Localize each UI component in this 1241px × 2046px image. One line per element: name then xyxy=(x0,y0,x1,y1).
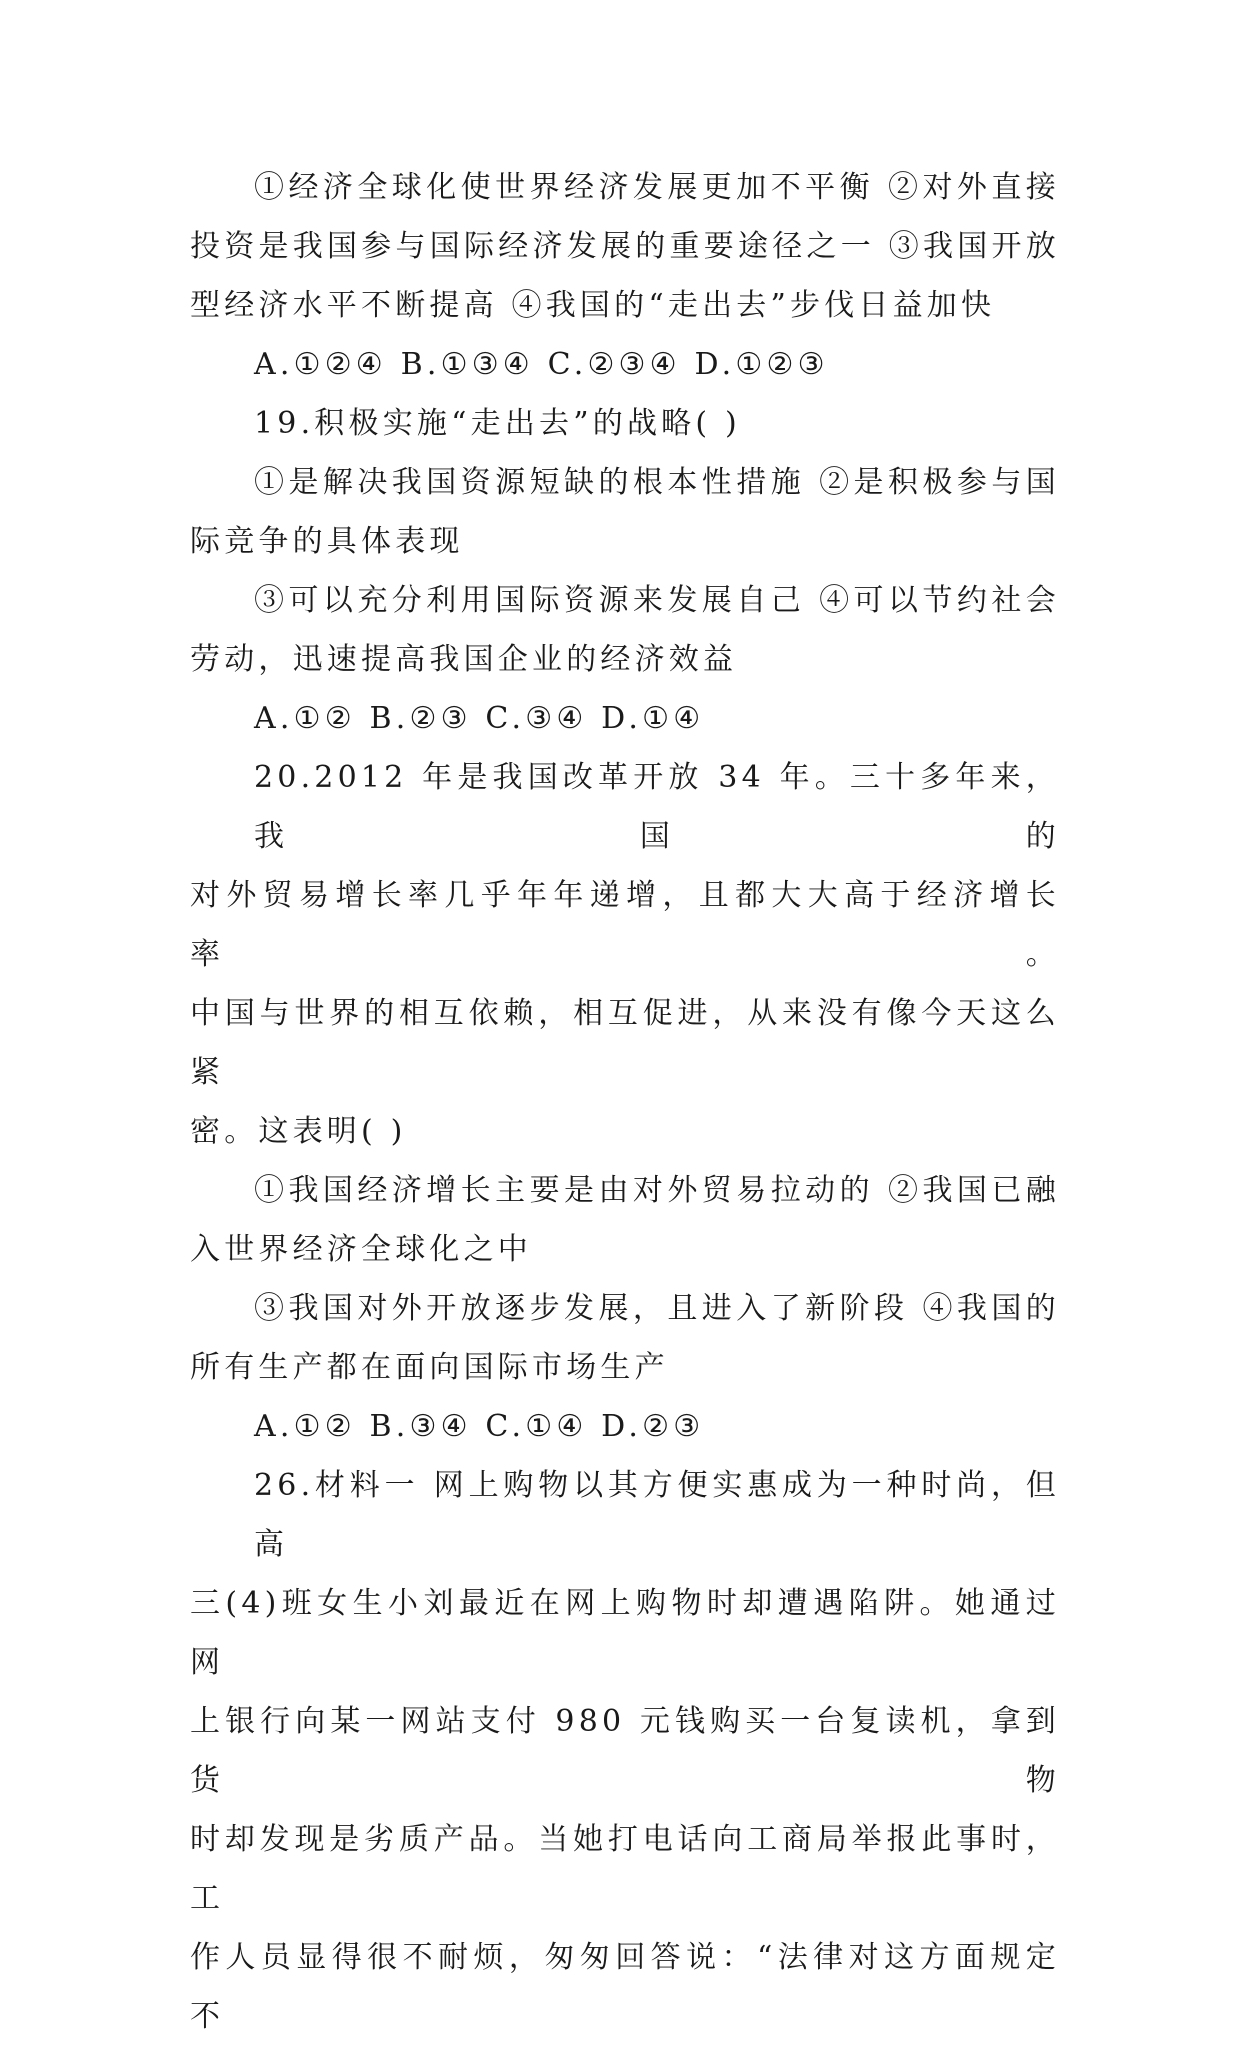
text-line: 投资是我国参与国际经济发展的重要途径之一 ③我国开放 xyxy=(190,229,1060,264)
text-line: 19.积极实施“走出去”的战略( ) xyxy=(254,406,741,441)
text-line: 际竞争的具体表现 xyxy=(190,524,464,559)
text-line: 所有生产都在面向国际市场生产 xyxy=(190,1350,669,1385)
text-line: 型经济水平不断提高 ④我国的“走出去”步伐日益加快 xyxy=(190,288,996,323)
text-line: A.①②④ B.①③④ C.②③④ D.①②③ xyxy=(254,347,829,382)
text-line: 上银行向某一网站支付 980 元钱购买一台复读机，拿到货物 xyxy=(190,1704,1060,1798)
paragraph-q20-stem xyxy=(190,748,1060,1161)
document-page xyxy=(190,158,1060,2046)
paragraph-q18-options xyxy=(190,158,1060,335)
text-line: 密。这表明( ) xyxy=(190,1114,407,1149)
text-line: 作人员显得很不耐烦，匆匆回答说：“法律对这方面规定不 xyxy=(190,1940,1060,2034)
paragraph-q19-option-1-2 xyxy=(190,453,1060,571)
text-line: A.①② B.③④ C.①④ D.②③ xyxy=(254,1409,705,1444)
text-line: 中国与世界的相互依赖，相互促进，从来没有像今天这么紧 xyxy=(190,996,1060,1090)
text-line: A.①② B.②③ C.③④ D.①④ xyxy=(254,701,705,736)
paragraph-q20-option-3-4 xyxy=(190,1279,1060,1397)
text-line: 入世界经济全球化之中 xyxy=(190,1232,532,1267)
text-line: 26.材料一 网上购物以其方便实惠成为一种时尚，但高 xyxy=(254,1468,1060,1562)
paragraph-q20-option-1-2 xyxy=(190,1161,1060,1279)
paragraph-q19-answers xyxy=(190,689,1060,748)
text-line: 时却发现是劣质产品。当她打电话向工商局举报此事时，工 xyxy=(190,1822,1060,1916)
text-line: ①我国经济增长主要是由对外贸易拉动的 ②我国已融 xyxy=(254,1173,1060,1208)
paragraph-q20-answers xyxy=(190,1397,1060,1456)
paragraph-q19-option-3-4 xyxy=(190,571,1060,689)
text-line: 三(4)班女生小刘最近在网上购物时却遭遇陷阱。她通过网 xyxy=(190,1586,1060,1680)
text-line: 对外贸易增长率几乎年年递增，且都大大高于经济增长率。 xyxy=(190,878,1060,972)
text-line: ③可以充分利用国际资源来发展自己 ④可以节约社会 xyxy=(254,583,1060,618)
text-line: 20.2012 年是我国改革开放 34 年。三十多年来，我国的 xyxy=(254,760,1060,854)
paragraph-q26-material xyxy=(190,1456,1060,2046)
paragraph-q18-answers xyxy=(190,335,1060,394)
text-line: ①经济全球化使世界经济发展更加不平衡 ②对外直接 xyxy=(254,170,1060,205)
paragraph-q19-stem xyxy=(190,394,1060,453)
text-line: ①是解决我国资源短缺的根本性措施 ②是积极参与国 xyxy=(254,465,1060,500)
text-line: ③我国对外开放逐步发展，且进入了新阶段 ④我国的 xyxy=(254,1291,1060,1326)
text-line: 劳动，迅速提高我国企业的经济效益 xyxy=(190,642,738,677)
